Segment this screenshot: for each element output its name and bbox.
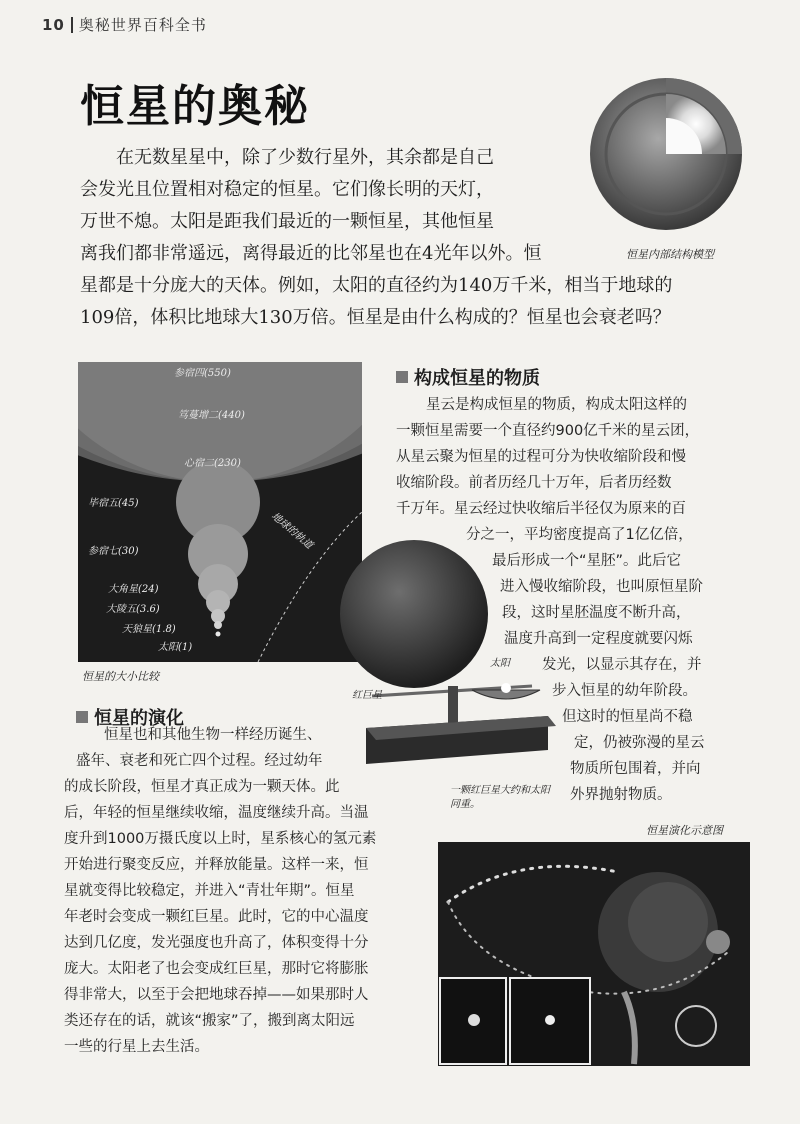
body-line: 发光，以显示其存在，并 (542, 657, 702, 673)
section1-heading (396, 364, 540, 390)
heading-marker (396, 371, 408, 383)
lead-line: 离我们都非常遥远，离得最近的比邻星也在4光年以外。恒 (80, 243, 542, 264)
lead-line: 万世不熄。太阳是距我们最近的一颗恒星，其他恒星 (80, 211, 494, 232)
heading-marker (76, 711, 88, 723)
body-line: 温度升高到一定程度就要闪烁 (504, 631, 693, 647)
body-line: 但这时的恒星尚不稳 (562, 709, 693, 725)
evolution-caption: 恒星演化示意图 (646, 824, 723, 837)
red-giant-label: 红巨星 (352, 690, 382, 701)
body-line: 度升到1000万摄氏度以上时，星系核心的氢元素 (64, 831, 377, 847)
body-line: 定，仍被弥漫的星云 (574, 735, 705, 751)
body-line: 后，年轻的恒星继续收缩，温度继续升高。当温 (64, 805, 369, 821)
body-line: 恒星也和其他生物一样经历诞生、 (104, 727, 322, 743)
size-label: 参宿七(30) (88, 546, 139, 557)
body-line: 从星云聚为恒星的过程可分为快收缩阶段和慢 (396, 449, 686, 465)
body-line: 外界抛射物质。 (570, 787, 672, 803)
body-line: 物质所包围着，并向 (570, 761, 701, 777)
size-label: 笃蔓增二(440) (178, 410, 245, 421)
body-line: 类还存在的话，就该“搬家”了，搬到离太阳远 (64, 1013, 355, 1029)
body-line: 段，这时星胚温度不断升高， (502, 605, 691, 621)
lead-line: 星都是十分庞大的天体。例如，太阳的直径约为140万千米，相当于地球的 (80, 275, 673, 296)
size-label: 大陵五(3.6) (106, 604, 160, 615)
book-title: 奥秘世界百科全书 (78, 16, 207, 34)
sun-label: 太阳 (490, 658, 510, 669)
orbit-label: 地球的轨道 (269, 510, 315, 552)
body-line: 盛年、衰老和死亡四个过程。经过幼年 (76, 753, 323, 769)
body-line: 一些的行星上去生活。 (64, 1039, 209, 1055)
header-divider (71, 17, 73, 33)
size-label: 毕宿五(45) (88, 498, 139, 509)
size-label: 天狼星(1.8) (122, 624, 176, 635)
body-line: 步入恒星的幼年阶段。 (552, 683, 697, 699)
lead-line: 会发光且位置相对稳定的恒星。它们像长明的天灯， (80, 179, 494, 200)
size-caption: 恒星的大小比较 (82, 670, 159, 683)
body-line: 最后形成一个“星胚”。此后它 (492, 553, 682, 569)
lead-line: 在无数星星中，除了少数行星外，其余都是自己 (116, 147, 494, 168)
page-number: 10 (42, 15, 65, 34)
body-line: 的成长阶段，恒星才真正成为一颗天体。此 (64, 779, 340, 795)
size-label: 心宿二(230) (184, 458, 241, 469)
size-comparison-image (78, 362, 362, 662)
lead-paragraph (80, 142, 672, 334)
body-line: 达到几亿度，发光强度也升高了，体积变得十分 (64, 935, 369, 951)
lead-line: 109倍，体积比地球大130万倍。恒星是由什么构成的？恒星也会衰老吗？ (80, 307, 671, 328)
section2-title: 恒星的演化 (94, 708, 184, 729)
section1-title: 构成恒星的物质 (414, 368, 540, 389)
body-line: 得非常大，以至于会把地球吞掉——如果那时人 (64, 987, 369, 1003)
evolution-diagram-image (438, 842, 750, 1066)
body-line: 一颗恒星需要一个直径约900亿千米的星云团， (396, 423, 700, 439)
body-line: 开始进行聚变反应，并释放能量。这样一来，恒 (64, 857, 369, 873)
size-label: 太阳(1) (158, 642, 193, 653)
structure-caption: 恒星内部结构模型 (626, 248, 714, 261)
body-line: 收缩阶段。前者历经几十万年，后者历经数 (396, 475, 672, 491)
balance-scale-image (336, 536, 556, 786)
size-label: 参宿四(550) (174, 368, 231, 379)
page-title: 恒星的奥秘 (80, 81, 310, 132)
body-line: 星云是构成恒星的物质，构成太阳这样的 (426, 397, 687, 413)
body-line: 庞大。太阳老了也会变成红巨星，那时它将膨胀 (64, 961, 369, 977)
body-line: 分之一，平均密度提高了1亿亿倍， (466, 527, 693, 543)
scale-caption: 一颗红巨星大约和太阳同重。 (450, 785, 550, 810)
size-label: 大角星(24) (108, 584, 159, 595)
running-header (42, 14, 207, 35)
body-line: 进入慢收缩阶段，也叫原恒星阶 (500, 579, 703, 595)
body-line: 年老时会变成一颗红巨星。此时，它的中心温度 (64, 909, 369, 925)
body-line: 千万年。星云经过快收缩后半径仅为原来的百 (396, 501, 686, 517)
body-line: 星就变得比较稳定，并进入“青壮年期”。恒星 (64, 883, 355, 899)
